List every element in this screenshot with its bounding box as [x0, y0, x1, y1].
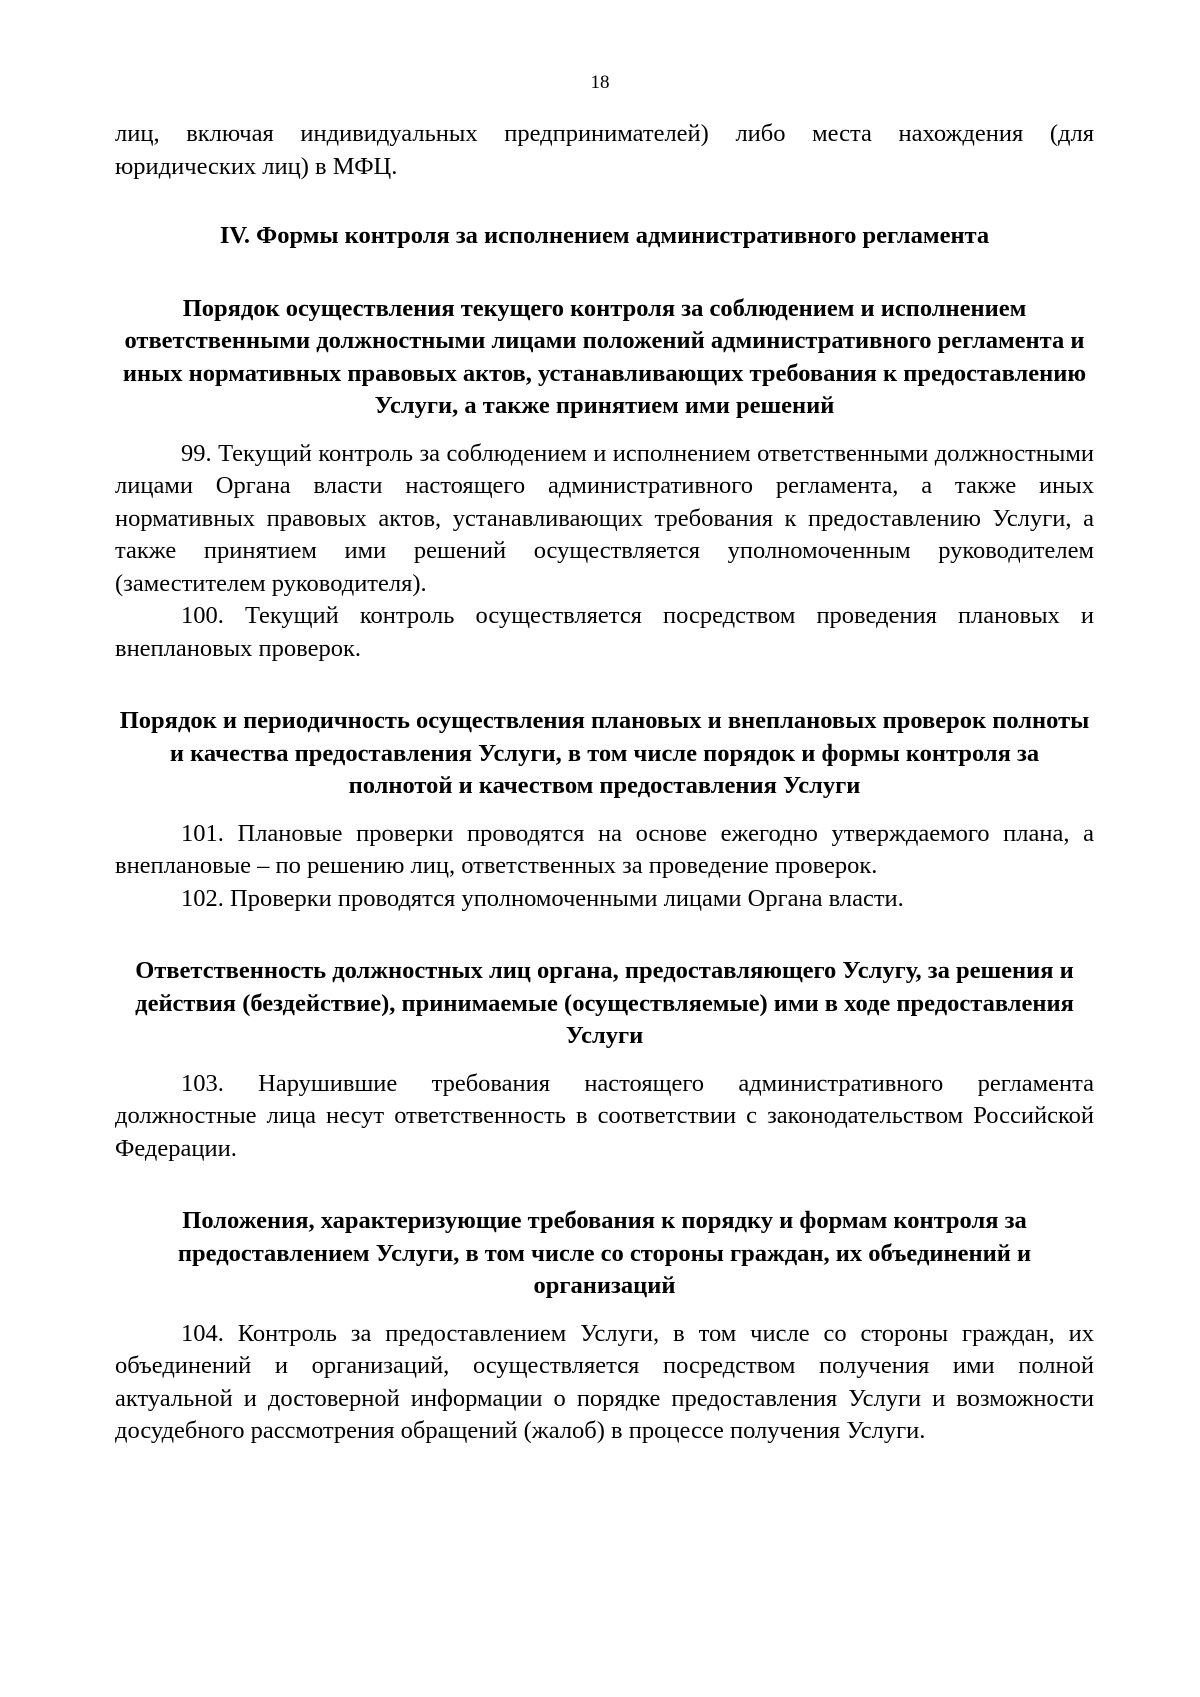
- section-heading-public-control: Положения, характеризующие требования к порядку и формам контроля за предоставлением Услуги, в том числе со стороны граждан, их объединений и организаций: [177, 1207, 1032, 1299]
- paragraph-104: 104. Контроль за предоставлением Услуги, в том числе со стороны граждан, их объединений и организаций, осуществляется посредством получения ими полной актуальной и достоверной информации о порядке предоставления Услуги и возможности досудебного рассмотрения обращений (жалоб) в процессе получения Услуги.: [115, 1319, 1094, 1444]
- page-number: 18: [590, 72, 610, 93]
- section-heading-responsibility: Ответственность должностных лиц органа, предоставляющего Услугу, за решения и действия (бездействие), принимаемые (осуществляемые) ими в ходе предоставления Услуги: [135, 957, 1074, 1049]
- paragraph-102: 102. Проверки проводятся уполномоченными лицами Органа власти.: [181, 884, 904, 912]
- section-heading-current-control: Порядок осуществления текущего контроля за соблюдением и исполнением ответственными должностными лицами положений административного регламента и иных нормативных правовых актов, устанавливающих требования к предоставлению Услуги, а также принятием ими решений: [122, 294, 1087, 419]
- paragraph-103: 103. Нарушившие требования настоящего административного регламента должностные лица несут ответственность в соответствии с законодательством Российской Федерации.: [115, 1069, 1094, 1162]
- page-content: [115, 118, 1094, 1448]
- intro-paragraph: лиц, включая индивидуальных предпринимателей) либо места нахождения (для юридических лиц) в МФЦ.: [115, 120, 1094, 180]
- paragraph-100: 100. Текущий контроль осуществляется посредством проведения плановых и внеплановых проверок.: [115, 602, 1094, 662]
- section-heading-inspections: Порядок и периодичность осуществления плановых и внеплановых проверок полноты и качества предоставления Услуги, в том числе порядок и формы контроля за полнотой и качеством предоставления Услуги: [119, 707, 1090, 799]
- chapter-title: IV. Формы контроля за исполнением административного регламента: [219, 222, 990, 249]
- paragraph-99: 99. Текущий контроль за соблюдением и исполнением ответственными должностными лицами Органа власти настоящего административного регламента, а также иных нормативных правовых актов, устанавливающих требования к предоставлению Услуги, а также принятием ими решений осуществляется уполномоченным руководителем (заместителем руководителя).: [115, 439, 1094, 597]
- paragraph-101: 101. Плановые проверки проводятся на основе ежегодно утверждаемого плана, а внеплановые – по решению лиц, ответственных за проведение проверок.: [115, 819, 1094, 879]
